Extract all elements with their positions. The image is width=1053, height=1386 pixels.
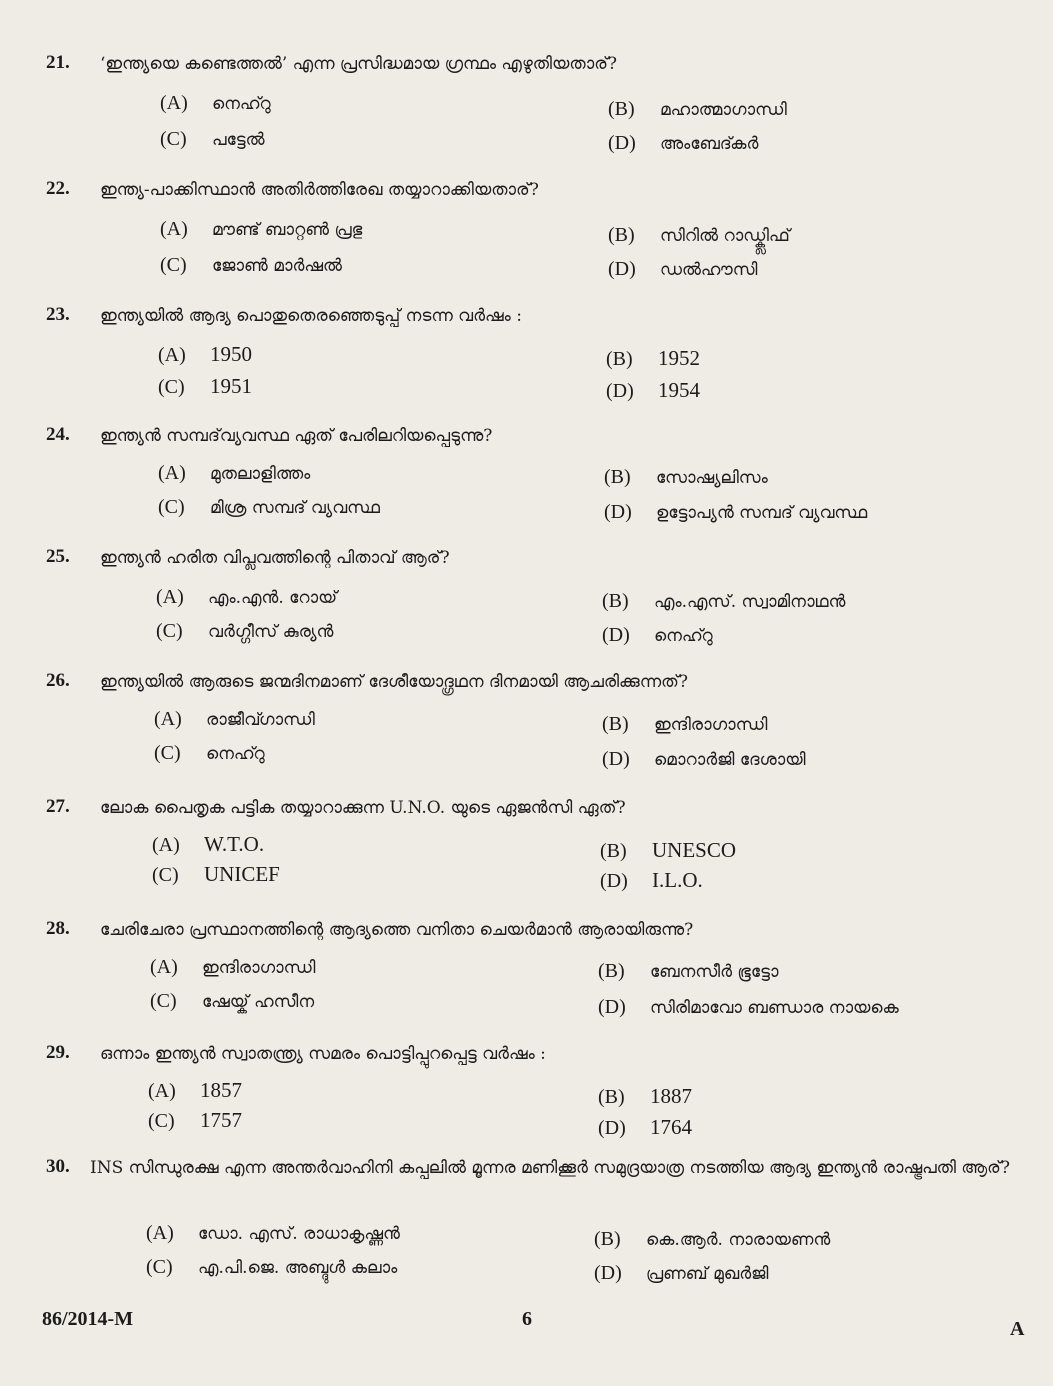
- option-value: UNESCO: [652, 838, 737, 862]
- option-d: [608, 132, 758, 155]
- option-c: [160, 254, 342, 277]
- question-text: ഇന്ത്യയിൽ ആരുടെ ജന്മദിനമാണ് ദേശീയോദ്ഗ്രഥന ദിനമായി ആചരിക്കുന്നത്?: [100, 672, 689, 692]
- option-value: മൗണ്ട് ബാറ്റൺ പ്രഭു: [212, 220, 363, 240]
- option-label: (D): [608, 132, 636, 154]
- option-value: പ്രണബ് മുഖർജി: [646, 1264, 769, 1284]
- option-b: [604, 466, 768, 489]
- option-b: [602, 713, 767, 736]
- option-value: എം.എൻ. റോയ്: [208, 588, 337, 608]
- option-value: 1757: [200, 1108, 242, 1132]
- option-label: (C): [154, 742, 181, 764]
- option-d: [598, 1115, 692, 1140]
- option-label: (B): [602, 590, 629, 612]
- question-number: 29.: [46, 1042, 70, 1063]
- option-value: വർഗ്ഗീസ് കുര്യൻ: [208, 622, 334, 642]
- option-label: (C): [160, 128, 187, 150]
- option-value: ഇന്ദിരാഗാന്ധി: [654, 715, 768, 735]
- option-value: W.T.O.: [204, 832, 265, 856]
- question-number: 22.: [46, 178, 70, 199]
- question-text: ‘ഇന്ത്യയെ കണ്ടെത്തൽ’ എന്ന പ്രസിദ്ധമായ ഗ്രന്ഥം എഴുതിയതാര്?: [100, 54, 618, 74]
- option-label: (B): [606, 348, 633, 370]
- option-a: [156, 586, 337, 609]
- option-b: [608, 98, 787, 121]
- option-label: (D): [598, 1117, 626, 1139]
- option-value: സോഷ്യലിസം: [656, 468, 768, 488]
- option-c: [156, 620, 333, 643]
- option-a: [146, 1222, 400, 1245]
- option-value: 1952: [658, 346, 700, 370]
- option-label: (C): [152, 864, 179, 886]
- option-label: (B): [608, 98, 635, 120]
- option-a: [158, 342, 252, 367]
- option-value: സിറിൽ റാഡ്ക്ലിഫ്: [660, 226, 790, 246]
- option-d: [594, 1262, 768, 1285]
- option-value: എം.എസ്. സ്വാമിനാഥൻ: [654, 592, 846, 612]
- option-value: നെഹ്റു: [212, 94, 271, 114]
- option-label: (C): [158, 496, 185, 518]
- option-label: (A): [150, 956, 178, 978]
- option-a: [148, 1078, 242, 1103]
- option-a: [150, 956, 315, 979]
- option-label: (B): [598, 1086, 625, 1108]
- option-c: [148, 1108, 242, 1133]
- option-a: [160, 92, 271, 115]
- option-label: (B): [598, 960, 625, 982]
- option-value: 1857: [200, 1078, 242, 1102]
- option-label: (D): [602, 748, 630, 770]
- option-c: [146, 1256, 397, 1279]
- option-label: (C): [148, 1110, 175, 1132]
- option-b: [598, 1084, 692, 1109]
- question-number: 25.: [46, 546, 70, 567]
- option-value: മഹാത്മാഗാന്ധി: [660, 100, 787, 120]
- option-value: I.L.O.: [652, 868, 703, 892]
- series-letter: A: [1010, 1318, 1025, 1340]
- option-label: (D): [606, 380, 634, 402]
- option-label: (C): [156, 620, 183, 642]
- option-d: [606, 378, 700, 403]
- question-text: ഇന്ത്യയിൽ ആദ്യ പൊതുതെരഞ്ഞെടുപ്പ് നടന്ന വർഷം :: [100, 306, 522, 326]
- option-c: [154, 742, 265, 765]
- option-a: [160, 218, 362, 241]
- option-label: (A): [156, 586, 184, 608]
- option-value: മുതലാളിത്തം: [210, 464, 311, 484]
- option-a: [158, 462, 310, 485]
- option-value: നെഹ്റു: [654, 626, 713, 646]
- option-value: ഷേയ്ക് ഹസീന: [202, 992, 315, 1012]
- option-c: [160, 128, 265, 151]
- option-label: (B): [608, 224, 635, 246]
- option-d: [608, 258, 758, 281]
- option-c: [158, 496, 380, 519]
- question-text: ലോക പൈതൃക പട്ടിക തയ്യാറാക്കുന്ന U.N.O. യുടെ ഏജൻസി ഏത്?: [100, 798, 626, 818]
- option-label: (D): [598, 996, 626, 1018]
- option-a: [152, 832, 264, 857]
- option-label: (A): [146, 1222, 174, 1244]
- option-d: [602, 624, 713, 647]
- option-value: ഉട്ടോപ്യൻ സമ്പദ് വ്യവസ്ഥ: [656, 503, 868, 523]
- option-label: (C): [150, 990, 177, 1012]
- option-label: (A): [152, 834, 180, 856]
- page-number: 6: [522, 1308, 532, 1330]
- option-a: [154, 708, 315, 731]
- option-value: ജോൺ മാർഷൽ: [212, 256, 342, 276]
- option-label: (A): [148, 1080, 176, 1102]
- option-label: (B): [600, 840, 627, 862]
- option-b: [602, 590, 845, 613]
- option-label: (D): [594, 1262, 622, 1284]
- question-number: 30.: [46, 1156, 70, 1177]
- question-number: 27.: [46, 796, 70, 817]
- option-label: (C): [146, 1256, 173, 1278]
- option-value: സിരിമാവോ ബണ്ഡാര നായകെ: [650, 998, 899, 1018]
- question-text: ഇന്ത്യൻ ഹരിത വിപ്ലവത്തിന്റെ പിതാവ് ആര്?: [100, 548, 450, 568]
- option-value: കെ.ആർ. നാരായണൻ: [646, 1230, 831, 1250]
- option-label: (A): [158, 344, 186, 366]
- option-value: 1950: [210, 342, 252, 366]
- option-b: [608, 224, 790, 247]
- question-text: ഒന്നാം ഇന്ത്യൻ സ്വാതന്ത്ര്യ സമരം പൊട്ടിപ്പുറപ്പെട്ട വർഷം :: [100, 1044, 546, 1064]
- option-value: 1954: [658, 378, 700, 402]
- option-b: [606, 346, 700, 371]
- question-text: ചേരിചേരാ പ്രസ്ഥാനത്തിന്റെ ആദ്യത്തെ വനിതാ ചെയർമാൻ ആരായിരുന്നു?: [100, 920, 694, 940]
- paper-code: 86/2014-M: [42, 1308, 134, 1330]
- option-label: (A): [158, 462, 186, 484]
- option-value: 1764: [650, 1115, 692, 1139]
- option-d: [604, 501, 867, 524]
- option-value: UNICEF: [204, 862, 280, 886]
- question-number: 24.: [46, 424, 70, 445]
- option-c: [152, 862, 280, 887]
- question-number: 28.: [46, 918, 70, 939]
- question-text: INS സിന്ധുരക്ഷ എന്ന അന്തർവാഹിനി കപ്പലിൽ മൂന്നര മണിക്കൂർ സമുദ്രയാത്ര നടത്തിയ ആദ്യ ഇന്ത്യൻ രാഷ്ട്രപതി ആര്?: [90, 1158, 1010, 1178]
- option-value: ഡൽഹൗസി: [660, 260, 758, 280]
- question-number: 26.: [46, 670, 70, 691]
- option-d: [600, 868, 703, 893]
- option-c: [158, 374, 252, 399]
- option-d: [602, 748, 806, 771]
- option-b: [600, 838, 736, 863]
- option-b: [594, 1228, 830, 1251]
- option-value: പട്ടേൽ: [212, 130, 265, 150]
- option-label: (C): [160, 254, 187, 276]
- option-value: എ.പി.ജെ. അബ്ദുൾ കലാം: [198, 1258, 398, 1278]
- option-label: (D): [602, 624, 630, 646]
- option-value: മിശ്ര സമ്പദ് വ്യവസ്ഥ: [210, 498, 380, 518]
- question-number: 21.: [46, 52, 70, 73]
- option-value: ബേനസീർ ഭൂട്ടോ: [650, 962, 779, 982]
- option-label: (B): [604, 466, 631, 488]
- option-label: (C): [158, 376, 185, 398]
- option-label: (D): [608, 258, 636, 280]
- option-label: (D): [604, 501, 632, 523]
- option-label: (A): [160, 92, 188, 114]
- option-value: മൊറാർജി ദേശായി: [654, 750, 806, 770]
- option-label: (B): [602, 713, 629, 735]
- option-label: (B): [594, 1228, 621, 1250]
- option-value: ഇന്ദിരാഗാന്ധി: [202, 958, 316, 978]
- option-d: [598, 996, 899, 1019]
- option-value: രാജീവ്ഗാന്ധി: [206, 710, 315, 730]
- option-value: 1951: [210, 374, 252, 398]
- option-c: [150, 990, 314, 1013]
- option-value: നെഹ്റു: [206, 744, 265, 764]
- option-value: അംബേദ്കർ: [660, 134, 759, 154]
- question-text: ഇന്ത്യൻ സമ്പദ്‌വ്യവസ്ഥ ഏത് പേരിലറിയപ്പെടുന്നു?: [100, 426, 493, 446]
- question-number: 23.: [46, 304, 70, 325]
- option-value: 1887: [650, 1084, 692, 1108]
- option-label: (A): [160, 218, 188, 240]
- option-value: ഡോ. എസ്. രാധാകൃഷ്ണൻ: [198, 1224, 400, 1244]
- option-label: (A): [154, 708, 182, 730]
- option-b: [598, 960, 779, 983]
- option-label: (D): [600, 870, 628, 892]
- question-text: ഇന്ത്യ-പാക്കിസ്ഥാൻ അതിർത്തിരേഖ തയ്യാറാക്കിയതാര്?: [100, 180, 539, 200]
